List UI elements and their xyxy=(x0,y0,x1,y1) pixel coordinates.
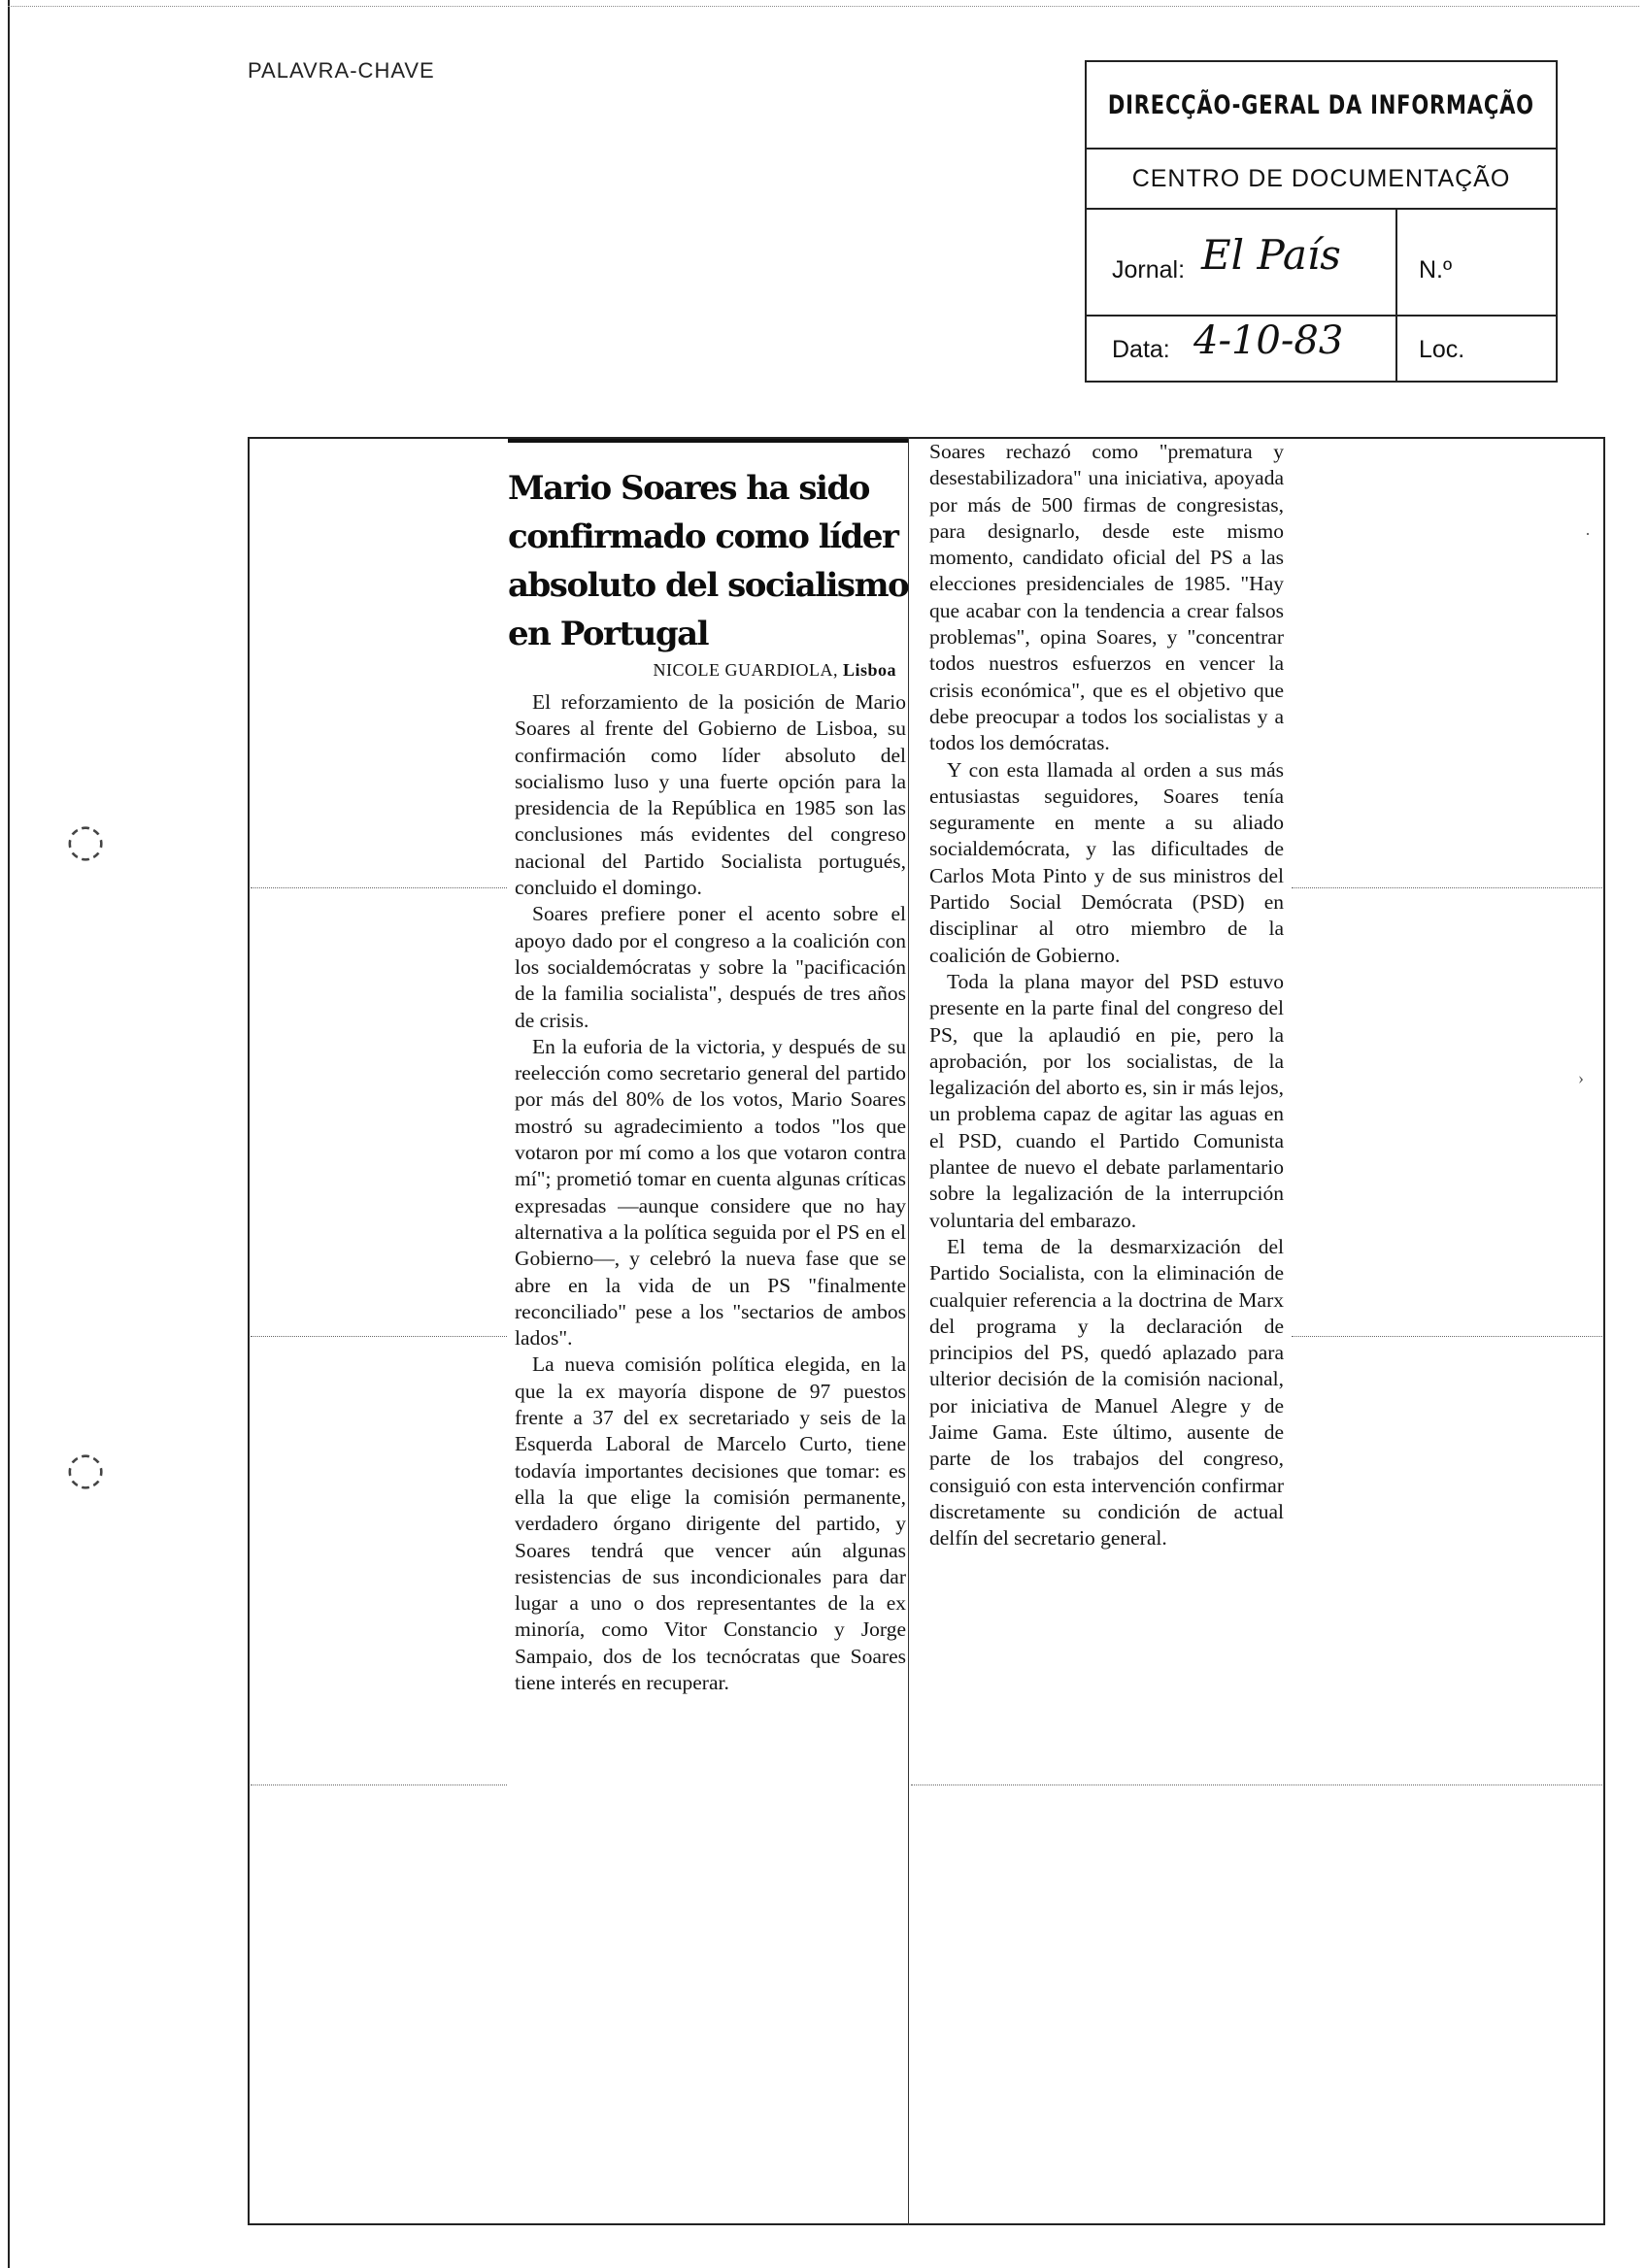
stamp-agency-row xyxy=(1087,62,1556,150)
stamp-jornal-handwritten: El País xyxy=(1201,231,1341,279)
stamp-centre: CENTRO DE DOCUMENTAÇÃO xyxy=(1087,150,1556,210)
paragraph: Toda la plana mayor del PSD estuvo presente en la parte final del congreso del PS, que la aplaudió en pie, pero la aprobación, por los socialistas, de la legalización del aborto es, sin ir más lejos, un problema capaz de agitar las aguas en el PSD, cuando el Partido Comunista plantee de nuevo el debate parlamentario sobre la legalización de la interrupción voluntaria del embarazo. xyxy=(929,969,1284,1232)
stamp-divider xyxy=(1395,210,1397,317)
stamp-date-label: Data: xyxy=(1112,336,1170,363)
stamp-jornal-label: Jornal: xyxy=(1112,256,1186,284)
page-edge xyxy=(8,0,10,2268)
article-column-1 xyxy=(515,689,906,1696)
clipping-frame xyxy=(248,437,1605,2225)
article-headline: Mario Soares ha sido confirmado como líder absoluto del socialismo en Portugal xyxy=(508,469,909,653)
stamp-date-handwritten: 4-10-83 xyxy=(1193,318,1344,363)
stamp-agency: DIRECÇÃO-GERAL DA INFORMAÇÃO xyxy=(1108,89,1534,120)
fold-line xyxy=(251,1784,507,1785)
stamp-number-label: N.º xyxy=(1419,256,1453,284)
article-column-2 xyxy=(929,439,1284,1551)
page-top-edge xyxy=(8,6,1639,8)
paragraph: Y con esta llamada al orden a sus más entusiastas seguidores, Soares tenía seguramente en mente a su aliado socialdemócrata, y las dificultades de Carlos Mota Pinto y de sus ministros del Partido Social Demócrata (PSD) en disciplinar al otro miembro de la coalición de Gobierno. xyxy=(929,757,1284,967)
fold-line xyxy=(251,1336,507,1337)
stamp-jornal-row xyxy=(1087,210,1556,317)
scan-speck-icon: · xyxy=(1585,524,1591,544)
scan-speck-icon: › xyxy=(1578,1068,1584,1087)
paragraph: En la euforia de la victoria, y después de su reelección como secretario general del partido por más del 80% de los votos, Mario Soares mostró su agradecimiento a todos "los que votaron por mí como a los que votaron contra mí"; prometió tomar en cuenta algunas críticas expresadas —aunque considere que no hay alternativa a la política seguida por el PS en el Gobierno—, y celebró la nueva fase que se abre en la vida de un PS "finalmente reconciliado" pese a los "sectarios de ambos lados". xyxy=(515,1034,906,1351)
stamp-divider xyxy=(1395,315,1397,381)
column-divider xyxy=(908,437,909,2225)
paragraph: El reforzamiento de la posición de Mario Soares al frente del Gobierno de Lisboa, su confirmación como líder absoluto del socialismo luso y una fuerte opción para la presidencia de la República en 1985 son las conclusiones más evidentes del congreso nacional del Partido Socialista portugués, concluido el domingo. xyxy=(515,690,906,900)
punch-hole-icon: ◌ xyxy=(66,1442,106,1494)
stamp-date-row xyxy=(1087,317,1556,383)
paragraph: El tema de la desmarxización del Partido Socialista, con la eliminación de cualquier referencia a la doctrina de Marx del programa y la declaración de principios del PS, quedó aplazado para ulterior decisión de la comisión nacional, por iniciativa de Manuel Alegre y de Jaime Gama. Este último, ausente de parte de los trabajos del congreso, consiguió con esta intervención confirmar discretamente su condición de actual delfín del secretario general. xyxy=(929,1234,1284,1551)
paragraph: Soares rechazó como "prematura y desestabilizadora" una iniciativa, apoyada por más de 500 firmas de congresistas, para designarlo, desde este mismo momento, candidato oficial del PS a las elecciones presidenciales de 1985. "Hay que acabar con la tendencia a crear falsos problemas", opina Soares, y "concentrar todos nuestros esfuerzos en vencer la crisis económica", que es el objetivo que debe preocupar a todos los socialistas y a todos los demócratas. xyxy=(929,440,1284,755)
byline-place: Lisboa xyxy=(842,660,896,680)
keyword-label: PALAVRA-CHAVE xyxy=(248,58,435,83)
fold-line xyxy=(1292,1336,1602,1337)
fold-line xyxy=(911,1784,1602,1785)
paragraph: Soares prefiere poner el acento sobre el apoyo dado por el congreso a la coalición con los socialdemócratas y sobre la "pacificación de la familia socialista", después de tres años de crisis. xyxy=(515,902,906,1032)
paragraph: La nueva comisión política elegida, en la que la ex mayoría dispone de 97 puestos frente a 37 del ex secretariado y seis de la Esquerda Laboral de Marcelo Curto, tiene todavía importantes decisiones que tomar: es ella la que elige la comisión permanente, verdadero órgano dirigente del partido, y Soares tendrá que vencer aún algunas resistencias de sus incondicionales para dar lugar a uno o dos representantes de la ex minoría, como Vitor Constancio y Jorge Sampaio, dos de los tecnócratas que Soares tiene interés en recuperar. xyxy=(515,1352,906,1694)
byline-author: NICOLE GUARDIOLA, xyxy=(653,660,838,680)
byline xyxy=(508,660,896,681)
fold-line xyxy=(1292,887,1602,888)
headline-rule xyxy=(508,439,908,443)
documentation-stamp xyxy=(1085,60,1558,383)
fold-line xyxy=(251,887,507,888)
stamp-loc-label: Loc. xyxy=(1419,336,1465,363)
punch-hole-icon: ◌ xyxy=(66,814,106,866)
